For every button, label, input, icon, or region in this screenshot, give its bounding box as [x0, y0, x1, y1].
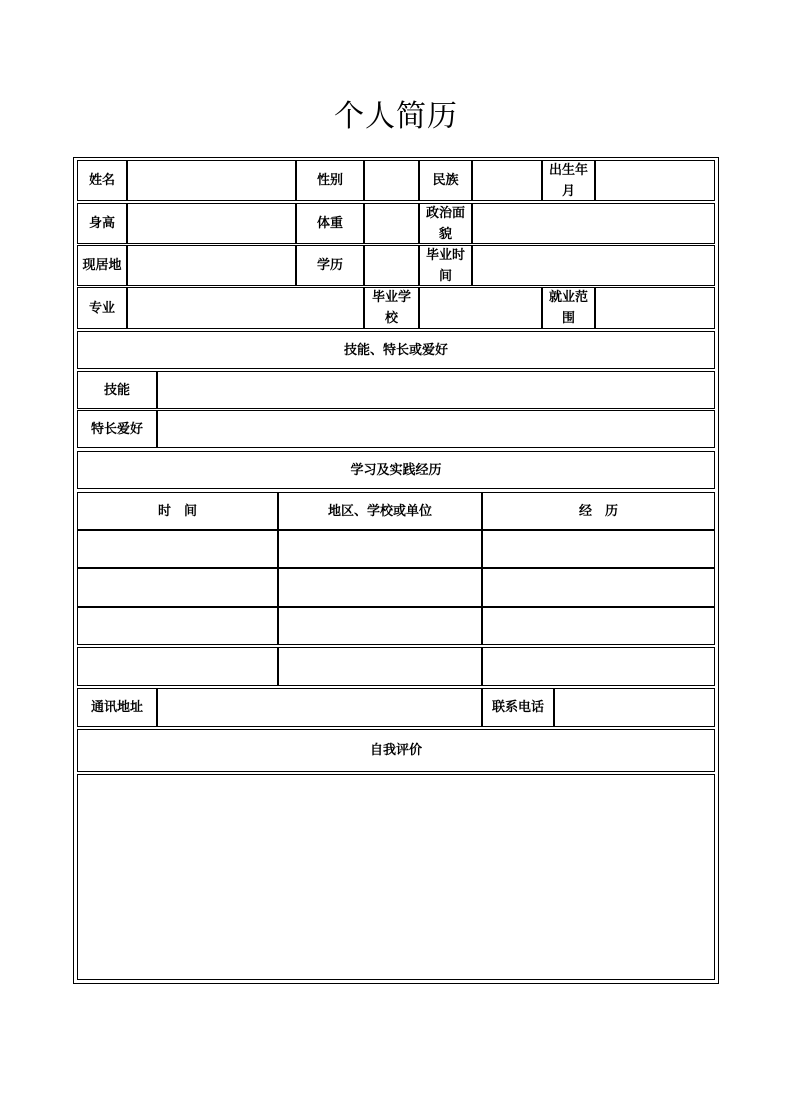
page-title: 个人简历 [334, 99, 458, 134]
residence-field[interactable] [127, 245, 296, 286]
weight-label: 体重 [296, 203, 364, 244]
birth-date-label: 出生年月 [542, 160, 595, 201]
address-field[interactable] [157, 688, 482, 727]
experience-organization-cell[interactable] [278, 568, 482, 607]
skill-field[interactable] [157, 371, 715, 409]
residence-label: 现居地 [77, 245, 127, 286]
hobby-field[interactable] [157, 410, 715, 448]
gender-label: 性别 [296, 160, 364, 201]
experience-organization-cell[interactable] [278, 530, 482, 568]
political-status-field[interactable] [472, 203, 715, 244]
graduation-time-label: 毕业时间 [419, 245, 472, 286]
ethnicity-field[interactable] [472, 160, 542, 201]
birth-date-field[interactable] [595, 160, 715, 201]
weight-field[interactable] [364, 203, 419, 244]
hobby-label: 特长爱好 [77, 410, 157, 448]
education-field[interactable] [364, 245, 419, 286]
experience-detail-cell[interactable] [482, 568, 715, 607]
column-header-time: 时 间 [77, 492, 278, 530]
experience-section-header: 学习及实践经历 [77, 451, 715, 489]
education-label: 学历 [296, 245, 364, 286]
experience-time-cell[interactable] [77, 530, 278, 568]
name-label: 姓名 [77, 160, 127, 201]
self-evaluation-field[interactable] [77, 774, 715, 980]
name-field[interactable] [127, 160, 296, 201]
employment-scope-label: 就业范围 [542, 287, 595, 329]
skill-label: 技能 [77, 371, 157, 409]
major-label: 专业 [77, 287, 127, 329]
employment-scope-field[interactable] [595, 287, 715, 329]
column-header-organization: 地区、学校或单位 [278, 492, 482, 530]
political-status-label: 政治面貌 [419, 203, 472, 244]
phone-field[interactable] [554, 688, 715, 727]
school-label: 毕业学校 [364, 287, 419, 329]
graduation-time-field[interactable] [472, 245, 715, 286]
skills-section-header: 技能、特长或爱好 [77, 331, 715, 369]
experience-time-cell[interactable] [77, 607, 278, 645]
school-field[interactable] [419, 287, 542, 329]
ethnicity-label: 民族 [419, 160, 472, 201]
height-label: 身高 [77, 203, 127, 244]
phone-label: 联系电话 [482, 688, 554, 727]
address-label: 通讯地址 [77, 688, 157, 727]
experience-organization-cell[interactable] [278, 647, 482, 686]
experience-detail-cell[interactable] [482, 607, 715, 645]
height-field[interactable] [127, 203, 296, 244]
experience-time-cell[interactable] [77, 568, 278, 607]
gender-field[interactable] [364, 160, 419, 201]
experience-time-cell[interactable] [77, 647, 278, 686]
self-evaluation-header: 自我评价 [77, 729, 715, 772]
experience-detail-cell[interactable] [482, 530, 715, 568]
experience-organization-cell[interactable] [278, 607, 482, 645]
major-field[interactable] [127, 287, 364, 329]
column-header-experience: 经 历 [482, 492, 715, 530]
experience-detail-cell[interactable] [482, 647, 715, 686]
